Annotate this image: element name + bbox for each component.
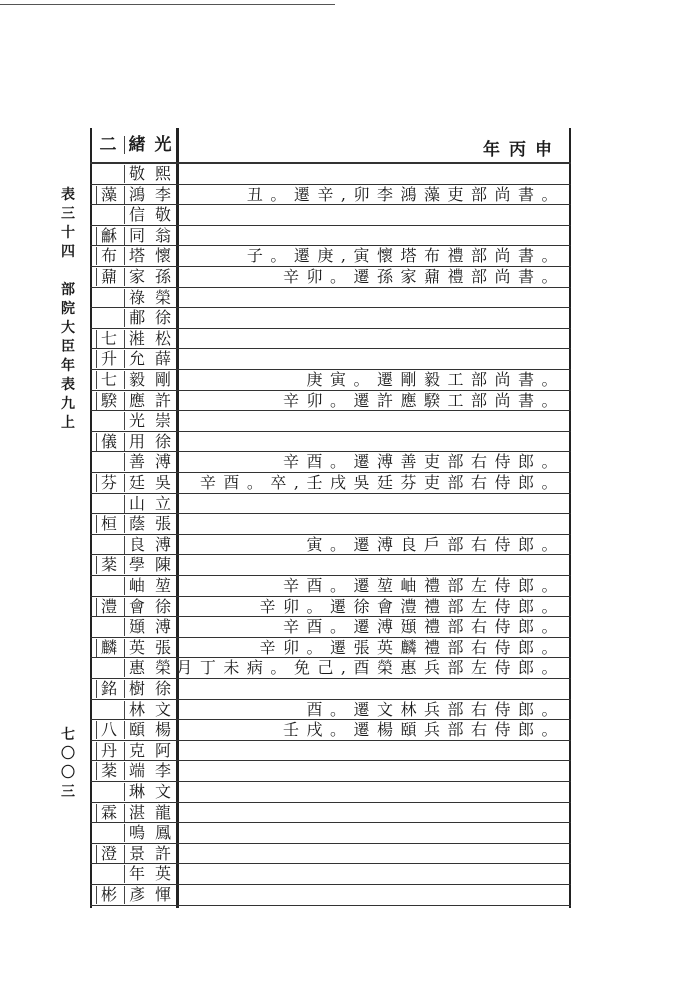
- side-label-char: 部: [61, 282, 75, 298]
- name-char: 麟: [96, 639, 121, 657]
- name-char: 澄: [96, 845, 121, 863]
- side-label-char: 十: [61, 225, 75, 241]
- name-char: 七: [96, 371, 121, 389]
- table-row: [90, 205, 571, 226]
- name-cell: [90, 700, 177, 720]
- table-row: [90, 700, 571, 721]
- table-row: [90, 679, 571, 700]
- appointment-record: 子。遷庚,寅懷塔布禮部尚書。: [246, 246, 565, 266]
- name-cell: [90, 267, 177, 287]
- name-char: 琳: [124, 783, 149, 801]
- table-row: [90, 720, 571, 741]
- name-char: 岫: [124, 577, 149, 595]
- name-char: 彥: [124, 886, 149, 904]
- name-char: 榮: [154, 658, 171, 678]
- name-char: 騤: [96, 392, 121, 410]
- name-char: 松: [154, 328, 171, 348]
- name-char: 良: [124, 536, 149, 554]
- name-char: 頲: [124, 618, 149, 636]
- name-cell: [90, 597, 177, 617]
- name-char: 芬: [96, 474, 121, 492]
- table-row: [90, 535, 571, 556]
- side-label-char: 表: [61, 187, 75, 203]
- name-char: 鳴: [124, 824, 149, 842]
- name-char: 郙: [124, 309, 149, 327]
- name-char: 允: [124, 350, 149, 368]
- name-char: 徐: [154, 431, 171, 451]
- name-char: 蔭: [124, 515, 149, 533]
- name-char: 許: [154, 390, 171, 410]
- table-row: [90, 555, 571, 576]
- table-row: [90, 473, 571, 494]
- name-char: 張: [154, 514, 171, 534]
- side-label-char: 大: [61, 320, 75, 336]
- name-char: 龢: [96, 227, 121, 245]
- name-char: 毅: [124, 371, 149, 389]
- name-char: 立: [154, 493, 171, 513]
- table-row: [90, 741, 571, 762]
- side-label-char: 年: [61, 358, 75, 374]
- name-char: 信: [124, 206, 149, 224]
- table-row: [90, 782, 571, 803]
- name-char: 楊: [154, 720, 171, 740]
- header-char: 緒: [124, 136, 149, 154]
- header-char: 二: [99, 135, 117, 155]
- appointment-record: 月丁未病。免己,酉榮惠兵部左侍郎。: [176, 658, 565, 678]
- name-char: 崇: [154, 411, 171, 431]
- name-char: 溥: [154, 617, 171, 637]
- name-char: 善: [124, 453, 149, 471]
- appointment-record: 庚寅。遷剛毅工部尚書。: [306, 370, 565, 389]
- name-cell: [90, 803, 177, 823]
- name-char: 棻: [96, 762, 121, 780]
- name-char: 升: [96, 350, 121, 368]
- name-char: 同: [124, 227, 149, 245]
- side-label-char: 上: [61, 415, 75, 431]
- header-name-cell: [90, 128, 177, 162]
- name-char: 鴻: [124, 186, 149, 204]
- name-char: 七: [96, 330, 121, 348]
- appointment-record: 辛酉。遷溥頲禮部右侍郎。: [282, 617, 565, 637]
- page-number: [58, 726, 78, 802]
- name-char: 孫: [154, 267, 171, 286]
- table-row: [90, 391, 571, 412]
- name-char: 英: [124, 639, 149, 657]
- name-char: 會: [124, 598, 149, 616]
- name-char: 鼐: [96, 268, 121, 286]
- name-char: 銘: [96, 680, 121, 698]
- name-cell: [90, 411, 177, 431]
- table-row: [90, 885, 571, 906]
- table-header-row: [90, 128, 571, 164]
- name-char: 溥: [154, 452, 171, 472]
- table-row: [90, 617, 571, 638]
- name-char: 英: [154, 864, 171, 884]
- name-char: 學: [124, 556, 149, 574]
- name-char: 棻: [96, 556, 121, 574]
- name-cell: [90, 246, 177, 266]
- table-row: [90, 288, 571, 309]
- name-char: 溥: [154, 534, 171, 554]
- name-char: 文: [154, 699, 171, 719]
- name-char: 克: [124, 742, 149, 760]
- name-char: 湛: [124, 804, 149, 822]
- page-number-char: 〇: [61, 765, 75, 781]
- side-label-char: 院: [61, 301, 75, 317]
- name-char: 桓: [96, 515, 121, 533]
- appointment-record: 辛卯。遷許應騤工部尚書。: [282, 390, 565, 410]
- name-char: 徐: [154, 596, 171, 616]
- side-label-char: 三: [61, 206, 75, 222]
- table-row: [90, 514, 571, 535]
- name-cell: [90, 823, 177, 843]
- table-row: [90, 432, 571, 453]
- name-char: 張: [154, 637, 171, 657]
- name-cell: [90, 555, 177, 575]
- name-char: 懷: [154, 246, 171, 266]
- table-row: [90, 597, 571, 618]
- appointment-record: 辛卯。遷張英麟禮部右侍郎。: [259, 637, 565, 657]
- name-cell: [90, 535, 177, 555]
- name-char: 廷: [124, 474, 149, 492]
- appointment-record: 壬戌。遷楊頤兵部右侍郎。: [282, 720, 565, 740]
- name-char: 八: [96, 721, 121, 739]
- name-cell: [90, 638, 177, 658]
- name-char: 山: [124, 495, 149, 513]
- name-cell: [90, 329, 177, 349]
- name-cell: [90, 720, 177, 740]
- page-number-char: 七: [61, 727, 75, 743]
- name-char: 吳: [154, 473, 171, 492]
- name-char: 堃: [154, 576, 171, 595]
- table-row: [90, 576, 571, 597]
- table-row: [90, 246, 571, 267]
- appointment-record: 辛卯。遷孫家鼐禮部尚書。: [282, 267, 565, 286]
- year-heading: 年丙申: [483, 140, 561, 160]
- side-label-char: [61, 262, 75, 281]
- table-row: [90, 638, 571, 659]
- ministers-table: [90, 128, 571, 908]
- table-row: [90, 803, 571, 824]
- table-row: [90, 349, 571, 370]
- name-char: 敬: [154, 205, 171, 225]
- table-row: [90, 185, 571, 206]
- name-cell: [90, 864, 177, 884]
- name-cell: [90, 452, 177, 472]
- side-label-char: 表: [61, 377, 75, 393]
- name-cell: [90, 164, 177, 184]
- name-char: 年: [124, 865, 149, 883]
- name-char: 惠: [124, 659, 149, 677]
- table-row: [90, 308, 571, 329]
- name-char: 徐: [154, 679, 171, 698]
- page-number-char: 〇: [61, 746, 75, 762]
- name-cell: [90, 308, 177, 328]
- name-char: 布: [96, 247, 121, 265]
- appointment-record: 辛酉。卒,壬戌吳廷芬吏部右侍郎。: [199, 473, 565, 492]
- table-row: [90, 864, 571, 885]
- name-cell: [90, 473, 177, 493]
- table-row: [90, 761, 571, 782]
- name-cell: [90, 761, 177, 781]
- name-cell: [90, 658, 177, 678]
- name-char: 頤: [124, 721, 149, 739]
- name-cell: [90, 782, 177, 802]
- name-char: 熙: [154, 164, 171, 183]
- name-char: 儀: [96, 433, 121, 451]
- table-row: [90, 370, 571, 391]
- name-char: 剛: [154, 370, 171, 389]
- name-cell: [90, 288, 177, 308]
- table-row: [90, 452, 571, 473]
- name-char: 文: [154, 782, 171, 801]
- name-char: 丹: [96, 742, 121, 760]
- name-char: 林: [124, 701, 149, 719]
- side-label-char: 九: [61, 396, 75, 412]
- table-row: [90, 658, 571, 679]
- name-char: 徐: [154, 308, 171, 328]
- name-cell: [90, 349, 177, 369]
- page-number-char: 三: [61, 784, 75, 800]
- name-cell: [90, 844, 177, 864]
- name-char: 敬: [124, 165, 149, 183]
- name-char: 李: [154, 761, 171, 781]
- table-row: [90, 164, 571, 185]
- name-char: 鳳: [154, 823, 171, 843]
- name-char: 翁: [154, 225, 171, 245]
- name-char: 彬: [96, 886, 121, 904]
- appointment-record: 酉。遷文林兵部右侍郎。: [306, 699, 565, 719]
- name-char: 澧: [96, 598, 121, 616]
- name-cell: [90, 185, 177, 205]
- name-cell: [90, 370, 177, 390]
- name-char: 應: [124, 392, 149, 410]
- name-char: 許: [154, 843, 171, 863]
- name-char: 榮: [154, 287, 171, 307]
- name-cell: [90, 885, 177, 905]
- name-char: 藻: [96, 186, 121, 204]
- name-char: 霖: [96, 804, 121, 822]
- appointment-record: 寅。遷溥良戶部右侍郎。: [306, 534, 565, 554]
- name-cell: [90, 741, 177, 761]
- table-row: [90, 226, 571, 247]
- appointment-record: 辛酉。遷堃岫禮部左侍郎。: [282, 576, 565, 595]
- appointment-record: 丑。遷辛,卯李鴻藻吏部尚書。: [246, 184, 565, 204]
- name-char: 薛: [154, 349, 171, 369]
- appointment-record: 辛酉。遷溥善吏部右侍郎。: [282, 452, 565, 472]
- name-char: 塔: [124, 247, 149, 265]
- name-cell: [90, 679, 177, 699]
- name-char: 惲: [154, 885, 171, 904]
- appointment-record: 辛卯。遷徐會澧禮部左侍郎。: [259, 596, 565, 616]
- table-row: [90, 844, 571, 865]
- side-label-char: 臣: [61, 339, 75, 355]
- table-row: [90, 411, 571, 432]
- top-rule: [0, 4, 335, 5]
- name-char: 龍: [154, 802, 171, 822]
- table-row: [90, 494, 571, 515]
- name-cell: [90, 226, 177, 246]
- name-char: 端: [124, 762, 149, 780]
- side-label: [58, 186, 78, 433]
- name-char: 用: [124, 433, 149, 451]
- table-row: [90, 329, 571, 350]
- name-char: 陳: [154, 555, 171, 575]
- name-cell: [90, 514, 177, 534]
- name-cell: [90, 391, 177, 411]
- name-char: 李: [154, 184, 171, 204]
- name-cell: [90, 576, 177, 596]
- name-cell: [90, 494, 177, 514]
- table-row: [90, 267, 571, 288]
- name-char: 家: [124, 268, 149, 286]
- name-char: 阿: [154, 740, 171, 760]
- name-char: 樹: [124, 680, 149, 698]
- name-char: 溎: [124, 330, 149, 348]
- name-cell: [90, 205, 177, 225]
- name-char: 光: [124, 412, 149, 430]
- name-char: 景: [124, 845, 149, 863]
- name-cell: [90, 432, 177, 452]
- header-char: 光: [154, 135, 172, 155]
- name-cell: [90, 617, 177, 637]
- name-char: 祿: [124, 289, 149, 307]
- side-label-char: 四: [61, 244, 75, 260]
- table-row: [90, 823, 571, 844]
